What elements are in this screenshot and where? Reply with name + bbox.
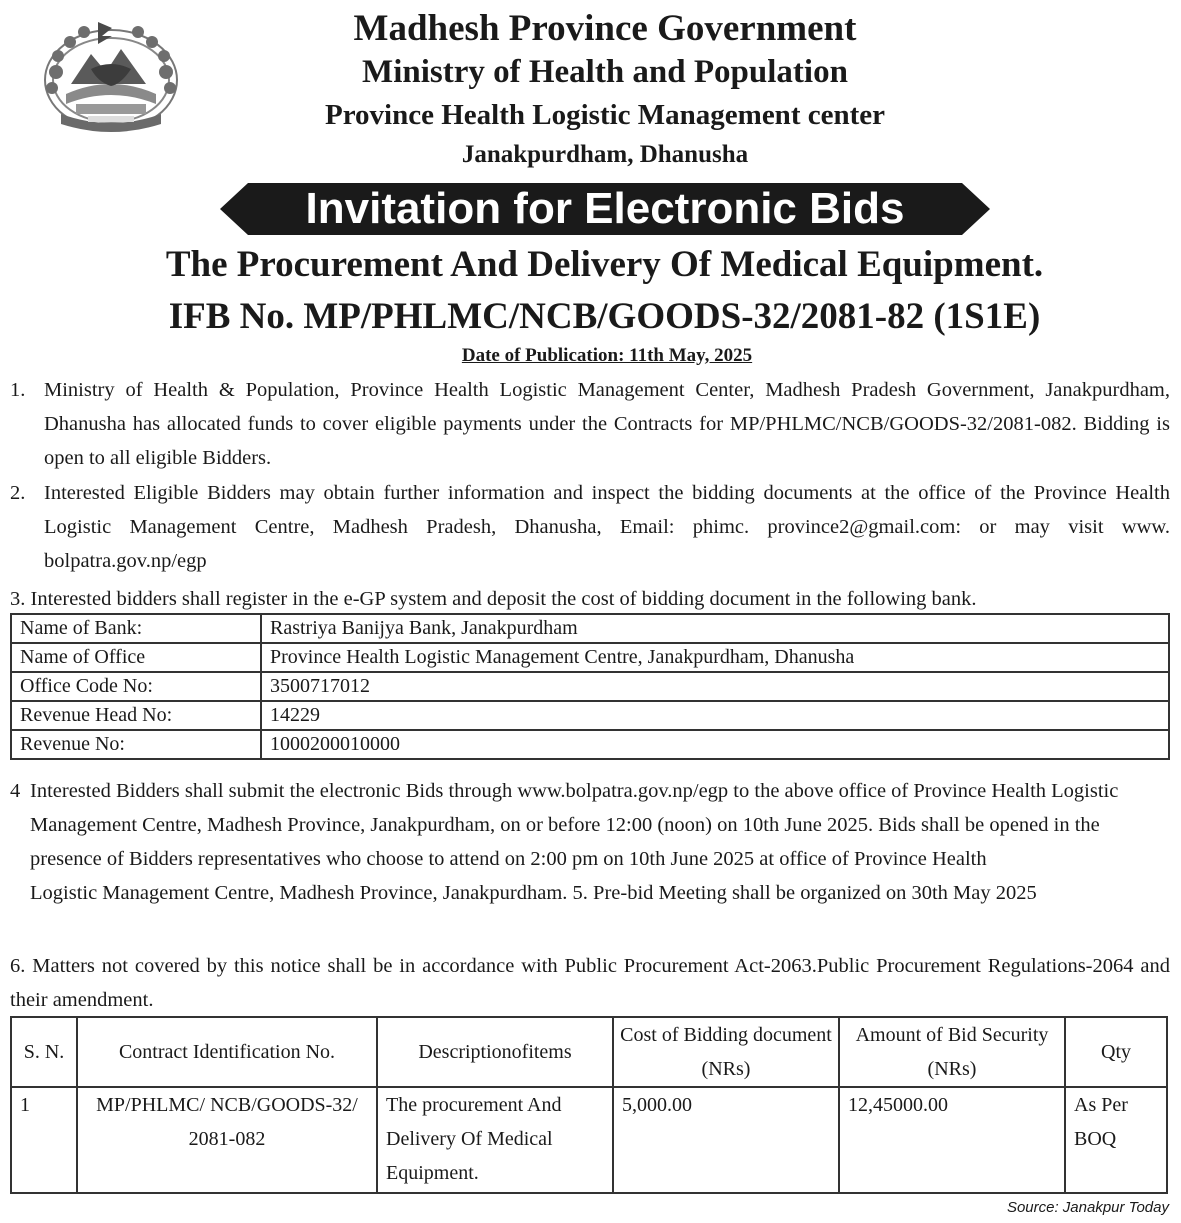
clause-number: 2. <box>10 482 26 504</box>
bid-security-amount: 12,45000.00 <box>839 1087 1065 1193</box>
bid-items-table <box>10 1016 1168 1194</box>
bank-label: Revenue Head No: <box>11 701 261 730</box>
bank-value: Province Health Logistic Management Centre, Janakpurdham, Dhanusha <box>261 643 1169 672</box>
publication-date: Date of Publication: 11th May, 2025 <box>461 345 753 366</box>
clause-text: Interested Bidders shall submit the electronic Bids through www.bolpatra.gov.np/egp to the above office of Province Health Logistic Management Centre, Madhesh Province, Janakpurdham, on or before 12:00 (noon) on 10th June 2025. Bids shall be opened in the presence of Bidders representatives who choose to attend on 2:00 pm on 10th June 2025 at office of Province Health <box>30 780 1119 870</box>
quantity: As Per BOQ <box>1065 1087 1167 1193</box>
notice-title: The Procurement And Delivery Of Medical Equipment. <box>165 244 1044 285</box>
government-name: Madhesh Province Government <box>353 8 857 49</box>
clause-1 <box>10 373 1170 475</box>
item-description: The procurement And Delivery Of Medical Equipment. <box>377 1087 613 1193</box>
column-header: Contract Identification No. <box>77 1017 377 1087</box>
table-row <box>11 643 1169 672</box>
table-row <box>11 1087 1167 1193</box>
bank-label: Name of Office <box>11 643 261 672</box>
clause-text-continued: Logistic Management Centre, Madhesh Province, Janakpurdham. 5. Pre-bid Meeting shall be organized on 30th May 2025 <box>30 882 1037 904</box>
bank-value: 1000200010000 <box>261 730 1169 759</box>
column-header: Descriptionofitems <box>377 1017 613 1087</box>
column-header: Cost of Bidding document (NRs) <box>613 1017 839 1087</box>
nepal-emblem-icon <box>36 14 186 139</box>
location: Janakpurdham, Dhanusha <box>461 141 749 168</box>
bank-value: 3500717012 <box>261 672 1169 701</box>
bank-label: Office Code No: <box>11 672 261 701</box>
clause-6 <box>10 949 1170 1017</box>
column-header: S. N. <box>11 1017 77 1087</box>
bidding-document-cost: 5,000.00 <box>613 1087 839 1193</box>
banner-title: Invitation for Electronic Bids <box>305 184 905 233</box>
center-name: Province Health Logistic Management center <box>325 99 885 131</box>
bank-value: Rastriya Banijya Bank, Janakpurdham <box>261 614 1169 643</box>
clause-text: Ministry of Health & Population, Province Health Logistic Management Center, Madhesh Pradesh Government, Janakpurdham, Dhanusha has allocated funds to cover eligible payments under the Contracts for MP/PHLMC/NCB/GOODS-32/2081-082. Bidding is open to all eligible Bidders. <box>44 379 1170 469</box>
serial-number: 1 <box>11 1087 77 1193</box>
bank-value: 14229 <box>261 701 1169 730</box>
table-row <box>11 730 1169 759</box>
contract-id: MP/PHLMC/ NCB/GOODS-32/ 2081-082 <box>77 1087 377 1193</box>
clause-number: 4 <box>10 780 21 802</box>
clause-4 <box>10 774 1170 910</box>
clause-3: 3. Interested bidders shall register in the e-GP system and deposit the cost of bidding document in the following bank. <box>10 588 977 610</box>
clause-2 <box>10 476 1170 578</box>
table-row <box>11 672 1169 701</box>
clause-number: 1. <box>10 379 26 401</box>
table-header-row <box>11 1017 1167 1087</box>
clause-text: Interested Eligible Bidders may obtain further information and inspect the bidding documents at the office of the Province Health Logistic Management Centre, Madhesh Pradesh, Dhanusha, Email: phimc. province2@gmail.com: or may visit www. bolpatra.gov.np/egp <box>44 482 1170 572</box>
ministry-name: Ministry of Health and Population <box>362 54 848 90</box>
column-header: Amount of Bid Security (NRs) <box>839 1017 1065 1087</box>
table-row <box>11 614 1169 643</box>
clause-text: 6. Matters not covered by this notice shall be in accordance with Public Procurement Act-2063.Public Procurement Regulations-2064 and their amendment. <box>10 955 1170 1011</box>
table-row <box>11 701 1169 730</box>
invitation-banner <box>220 183 990 235</box>
ifb-number: IFB No. MP/PHLMC/NCB/GOODS-32/2081-82 (1S1E) <box>168 296 1041 337</box>
column-header: Qty <box>1065 1017 1167 1087</box>
source-credit: Source: Janakpur Today <box>1006 1199 1169 1216</box>
bank-label: Revenue No: <box>11 730 261 759</box>
bank-details-table <box>10 613 1170 760</box>
bank-label: Name of Bank: <box>11 614 261 643</box>
